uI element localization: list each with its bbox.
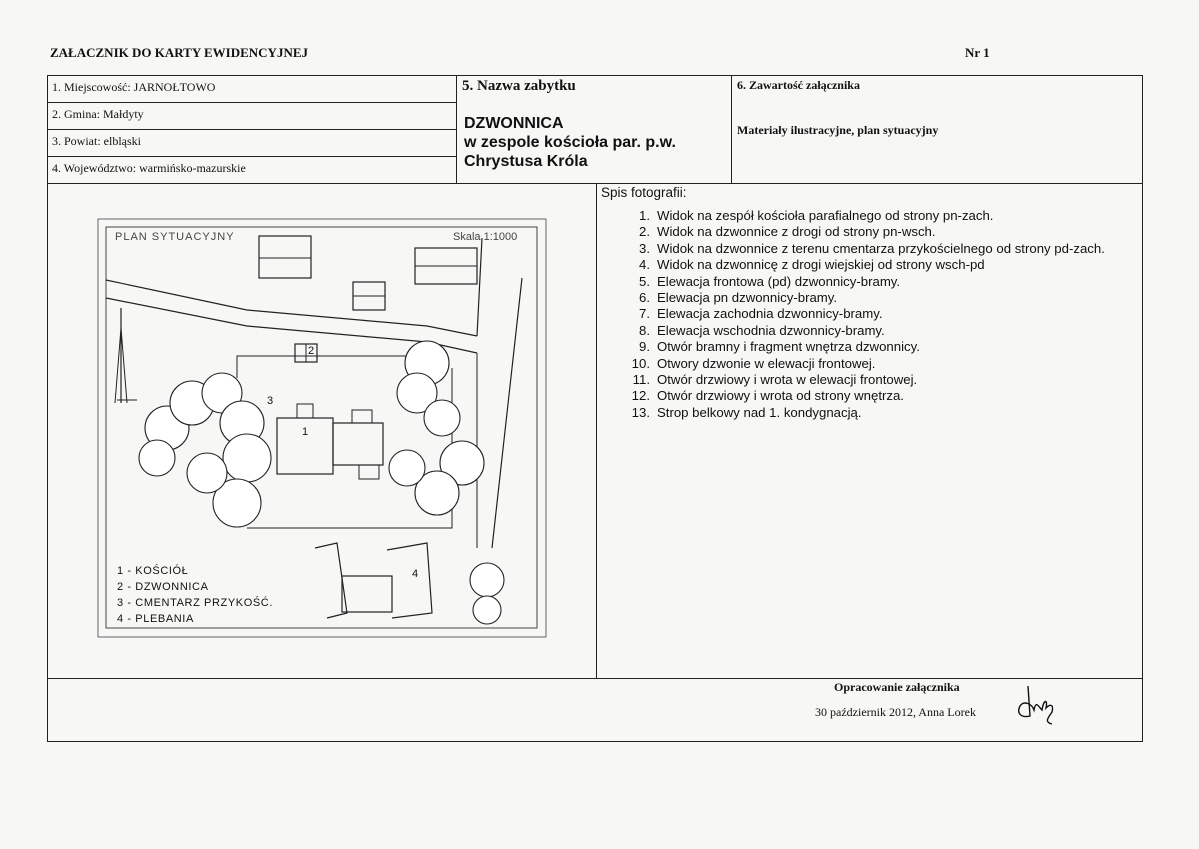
- photo-item-number: 6.: [639, 290, 650, 306]
- photo-item-number: 7.: [639, 306, 650, 322]
- photo-item-number: 2.: [639, 224, 650, 240]
- photo-list-item: [622, 405, 1105, 421]
- photo-item-text: Otwór drzwiowy i wrota od strony wnętrza.: [657, 388, 904, 404]
- photo-list-item: [622, 290, 1105, 306]
- photo-list-item: [622, 257, 1105, 273]
- photo-list-item: [622, 356, 1105, 372]
- plan-legend-item: 4 - PLEBANIA: [117, 613, 194, 625]
- photo-list-title: Spis fotografii:: [601, 185, 687, 200]
- photo-item-number: 5.: [639, 273, 650, 289]
- photo-item-number: 11.: [632, 372, 650, 388]
- photo-list-item: [622, 388, 1105, 404]
- divider: [47, 129, 456, 130]
- document-number: Nr 1: [965, 45, 990, 60]
- photo-list-item: [622, 224, 1105, 240]
- photo-list-item: [622, 306, 1105, 322]
- photo-item-text: Elewacja wschodnia dzwonnicy-bramy.: [657, 322, 885, 338]
- monument-name-line: Chrystusa Króla: [464, 153, 588, 170]
- photo-list-item: [622, 339, 1105, 355]
- contents-label: 6. Zawartość załącznika: [737, 78, 860, 92]
- document-title: ZAŁACZNIK DO KARTY EWIDENCYJNEJ: [50, 45, 309, 60]
- photo-item-number: 10.: [631, 355, 650, 371]
- photo-item-text: Elewacja pn dzwonnicy-bramy.: [657, 290, 838, 306]
- plan-mark-cemetery: 3: [267, 395, 274, 407]
- photo-item-text: Otwory dzwonie w elewacji frontowej.: [657, 355, 876, 371]
- monument-name-line: DZWONNICA: [464, 115, 564, 132]
- monument-label: 5. Nazwa zabytku: [462, 78, 576, 94]
- photo-item-text: Elewacja frontowa (pd) dzwonnicy-bramy.: [657, 273, 901, 289]
- photo-item-text: Otwór drzwiowy i wrota w elewacji frontowej.: [657, 372, 918, 388]
- plan-mark-rectory: 4: [412, 568, 419, 580]
- footer-label: Opracowanie załącznika: [834, 680, 960, 694]
- photo-item-text: Widok na dzwonnice z terenu cmentarza przykościelnego od strony pd-zach.: [657, 240, 1105, 256]
- photo-list-item: [622, 323, 1105, 339]
- plan-mark-bell-tower: 2: [308, 345, 315, 357]
- divider: [47, 183, 1143, 184]
- county-field: 3. Powiat: elbląski: [52, 134, 141, 148]
- photo-item-number: 4.: [639, 257, 650, 273]
- photo-list-item: [622, 241, 1105, 257]
- plan-scale: Skala 1:1000: [453, 231, 518, 243]
- plan-legend-item: 1 - KOŚCIÓŁ: [117, 565, 189, 577]
- photo-item-text: Widok na zespół kościoła parafialnego od strony pn-zach.: [657, 208, 994, 223]
- voivodeship-field: 4. Województwo: warmińsko-mazurskie: [52, 161, 246, 175]
- monument-name: [464, 114, 676, 171]
- divider: [47, 678, 1143, 679]
- locality-field: 1. Miejscowość: JARNOŁTOWO: [52, 80, 216, 94]
- photo-item-number: 12.: [631, 388, 650, 404]
- photo-item-number: 9.: [639, 339, 650, 355]
- divider: [47, 102, 456, 103]
- contents-value: Materiały ilustracyjne, plan sytuacyjny: [737, 123, 939, 137]
- photo-list-item: [622, 274, 1105, 290]
- plan-title: PLAN SYTUACYJNY: [115, 231, 235, 243]
- plan-legend: [117, 563, 273, 627]
- plan-legend-item: 2 - DZWONNICA: [117, 581, 209, 593]
- photo-list-item: [622, 372, 1105, 388]
- plan-mark-church: 1: [302, 426, 309, 438]
- photo-item-text: Otwór bramny i fragment wnętrza dzwonnicy.: [657, 339, 920, 355]
- photo-item-text: Widok na dzwonnice z drogi od strony pn-wsch.: [657, 224, 936, 240]
- commune-field: 2. Gmina: Małdyty: [52, 107, 144, 121]
- photo-list-item: [622, 208, 1105, 224]
- plan-legend-item: 3 - CMENTARZ PRZYKOŚĆ.: [117, 597, 274, 609]
- photo-item-number: 8.: [639, 322, 650, 338]
- signature: [1012, 684, 1060, 726]
- photo-item-text: Elewacja zachodnia dzwonnicy-bramy.: [657, 306, 883, 322]
- monument-name-line: w zespole kościoła par. p.w.: [464, 134, 676, 151]
- divider: [731, 75, 732, 183]
- divider: [456, 75, 457, 183]
- photo-item-text: Strop belkowy nad 1. kondygnacją.: [657, 404, 862, 420]
- photo-item-text: Widok na dzwonnicę z drogi wiejskiej od strony wsch-pd: [657, 257, 985, 273]
- site-plan: [97, 218, 547, 638]
- photo-list: [622, 208, 1105, 421]
- photo-item-number: 3.: [639, 240, 650, 256]
- divider: [596, 183, 597, 678]
- divider: [47, 156, 456, 157]
- photo-item-number: 1.: [639, 208, 650, 223]
- photo-item-number: 13.: [631, 404, 650, 420]
- footer-credit: 30 październik 2012, Anna Lorek: [815, 705, 976, 719]
